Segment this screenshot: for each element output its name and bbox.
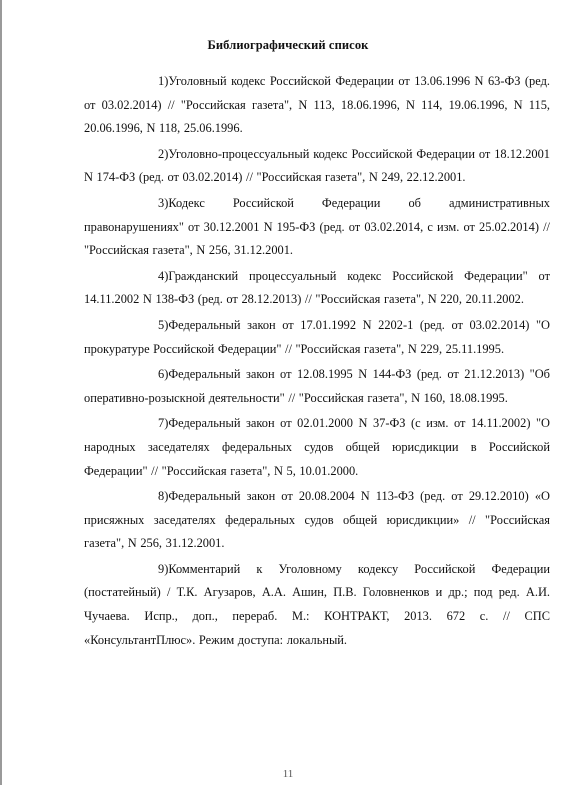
entry-number: 6) bbox=[158, 367, 169, 382]
entry-text: Гражданский процессуальный кодекс Российской Федерации" от 14.11.2002 N 138-ФЗ (ред. от 28.12.2013) // "Российская газета", N 220, 20.11.2002. bbox=[84, 268, 550, 307]
bibliography-entry bbox=[84, 192, 550, 263]
entry-text: Федеральный закон от 12.08.1995 N 144-ФЗ (ред. от 21.12.2013) "Об оперативно-розыскной деятельности" // "Российская газета", N 160, 18.08.1995. bbox=[84, 367, 550, 405]
entry-number: 4) bbox=[158, 268, 169, 283]
entry-number: 3) bbox=[158, 195, 169, 210]
bibliography-entry bbox=[84, 265, 550, 312]
bibliography-list bbox=[84, 70, 550, 654]
entry-number: 5) bbox=[158, 317, 169, 332]
entry-number: 8) bbox=[158, 489, 169, 504]
bibliography-title: Библиографический список bbox=[207, 38, 369, 52]
entry-text: Уголовно-процессуальный кодекс Российской Федерации от 18.12.2001 N 174-ФЗ (ред. от 03.02.2014) // "Российская газета", N 249, 22.12.2001. bbox=[84, 146, 550, 185]
bibliography-entry bbox=[84, 363, 550, 410]
bibliography-entry bbox=[84, 143, 550, 190]
entry-text: Федеральный закон от 02.01.2000 N 37-ФЗ (с изм. от 14.11.2002) "О народных заседателях федеральных судов общей юрисдикции в Российской Федерации" // "Российская газета", N 5, 10.01.2000. bbox=[84, 416, 550, 478]
bibliography-entry bbox=[84, 558, 550, 652]
bibliography-entry bbox=[84, 485, 550, 556]
entry-text: Уголовный кодекс Российской Федерации от 13.06.1996 N 63-ФЗ (ред. от 03.02.2014) // "Российская газета", N 113, 18.06.1996, N 114, 19.06.1996, N 115, 20.06.1996, N 118, 25.06.1996. bbox=[84, 74, 550, 136]
entry-number: 2) bbox=[158, 146, 169, 161]
page-number: 11 bbox=[282, 768, 294, 780]
bibliography-entry bbox=[84, 412, 550, 483]
bibliography-entry bbox=[84, 314, 550, 361]
entry-text: Кодекс Российской Федерации об административных правонарушениях" от 30.12.2001 N 195-ФЗ (ред. от 03.02.2014, с изм. от 25.02.2014) // "Российская газета", N 256, 31.12.2001. bbox=[84, 195, 550, 258]
page-left-border bbox=[0, 0, 2, 785]
entry-number: 7) bbox=[158, 416, 169, 431]
entry-text: Комментарий к Уголовному кодексу Российской Федерации (постатейный) / Т.К. Агузаров, А.А. Ашин, П.В. Головненков и др.; под ред. А.И. Чучаева. Испр., доп., перераб. М.: КОНТРАКТ, 2013. 672 с. // СПС «КонсультантПлюс». Режим доступа: локальный. bbox=[84, 561, 550, 647]
entry-number: 9) bbox=[158, 561, 169, 576]
entry-text: Федеральный закон от 17.01.1992 N 2202-1 (ред. от 03.02.2014) "О прокуратуре Российской Федерации" // "Российская газета", N 229, 25.11.1995. bbox=[84, 317, 550, 356]
entry-text: Федеральный закон от 20.08.2004 N 113-ФЗ (ред. от 29.12.2010) «О присяжных заседателях федеральных судов общей юрисдикции» // "Российская газета", N 256, 31.12.2001. bbox=[84, 489, 550, 551]
bibliography-entry bbox=[84, 70, 550, 141]
entry-number: 1) bbox=[158, 74, 169, 88]
